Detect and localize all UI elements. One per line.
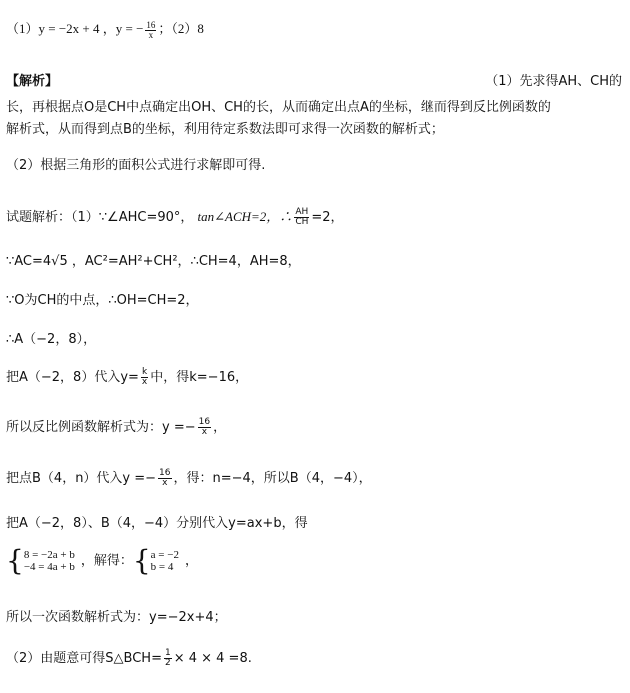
solution-l5-prefix: 把A（−2，8）代入y= (6, 370, 139, 385)
solution-line-10: 所以一次函数解析式为：y=−2x+4； (6, 610, 227, 625)
system-end: ， (184, 553, 198, 569)
system-of-equations (24, 549, 75, 573)
solution-line-8: 把A（−2，8）、B（4，−4）分别代入y=ax+b，得 (6, 516, 308, 531)
solution-l5-suffix: 中，得k=−16， (150, 370, 249, 385)
solution-l1-prefix: 试题解析：（1）∵∠AHC=90°， (6, 210, 194, 225)
answer-part1-prefix: （1）y = −2x + 4 ，y = − (6, 21, 144, 36)
answer-fraction (145, 21, 156, 40)
solution-l6-frac-num: 16 (198, 417, 211, 427)
solution-a: a = −2 (150, 549, 179, 561)
solution-system-line (6, 544, 198, 577)
solution-line-3: ∵O为CH的中点，∴OH=CH=2， (6, 293, 199, 308)
solution-l7-fraction (158, 469, 171, 488)
left-brace-2: { (132, 544, 151, 577)
solution-l5-frac-num: k (141, 367, 148, 377)
solution-line-4: ∴A（−2，8）， (6, 332, 97, 347)
answer-line (6, 18, 204, 40)
solution-l6-frac-den: x (201, 427, 208, 437)
solution-line-11 (6, 647, 252, 668)
solution-line-2: ∵AC=4√5 ，AC²=AH²+CH²，∴CH=4，AH=8， (6, 254, 301, 269)
analysis-tag: 【解析】 (6, 74, 59, 89)
solution-l1-frac-den: CH (295, 217, 309, 227)
solution-l7-frac-den: x (162, 478, 168, 488)
solution-l1-tan: tan∠ACH=2，∴ (197, 209, 293, 224)
solution-line-1 (6, 206, 344, 227)
analysis-text2: 解析式，从而得到点B的坐标，利用待定系数法即可求得一次函数的解析式； (6, 122, 444, 137)
answer-fraction-numerator: 16 (146, 19, 156, 30)
solution-l6-fraction (198, 418, 211, 437)
solution-l11-fraction (164, 649, 172, 668)
system-solution (151, 549, 179, 573)
solution-line-6 (6, 416, 226, 437)
answer-fraction-denominator: x (148, 29, 154, 40)
solution-line-5 (6, 366, 248, 387)
solution-l5-fraction (141, 368, 148, 387)
solution-l11-frac-den: 2 (164, 658, 171, 668)
solution-l1-suffix: =2， (311, 210, 344, 225)
analysis-step1-label: （1）先求得AH、CH的 (485, 74, 622, 89)
solution-l1-fraction (294, 208, 309, 227)
solution-l6-suffix: ， (213, 420, 227, 435)
left-brace-1: { (6, 544, 24, 577)
solution-l7-frac-num: 16 (159, 468, 171, 478)
analysis-text3: （2）根据三角形的面积公式进行求解即可得. (6, 158, 266, 173)
solution-l11-frac-num: 1 (164, 648, 171, 658)
solution-l5-frac-den: x (141, 377, 148, 387)
solution-l6-prefix: 所以反比例函数解析式为：y =− (6, 420, 196, 435)
analysis-text1: 长，再根据点O是CH中点确定出OH、CH的长，从而确定出点A的坐标，继而得到反比例函数的 (6, 100, 551, 115)
solution-l11-prefix: （2）由题意可得S△BCH= (6, 651, 162, 666)
solution-l11-suffix: × 4 × 4 =8. (173, 651, 252, 666)
system-eq-2: −4 = 4a + b (23, 561, 75, 573)
solution-l7-prefix: 把点B（4，n）代入y =− (6, 471, 157, 486)
system-mid: ，解得： (80, 553, 133, 569)
answer-part2: ；（2）8 (158, 21, 204, 36)
solution-line-7 (6, 467, 372, 488)
solution-b: b = 4 (150, 561, 174, 573)
solution-l1-frac-num: AH (295, 207, 309, 217)
system-eq-1: 8 = −2a + b (23, 549, 75, 561)
solution-l7-suffix: ，得：n=−4，所以B（4，−4）， (173, 471, 372, 486)
